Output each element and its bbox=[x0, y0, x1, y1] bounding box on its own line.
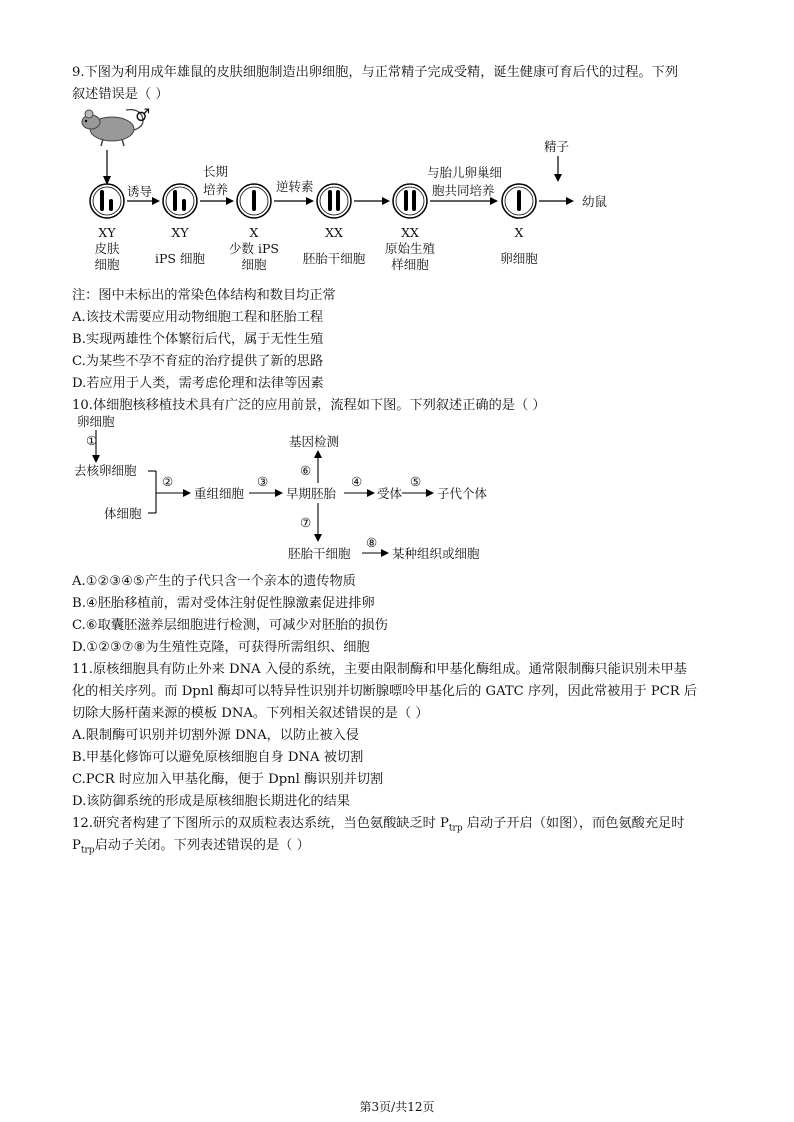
q12-line1-sub: trp bbox=[448, 823, 463, 834]
q10-gene-test: 基因检测 bbox=[289, 434, 340, 449]
cell-skin-name-1: 皮肤 bbox=[94, 241, 120, 256]
q12-line2-b: 启动子关闭。下列表述错误的是（ ） bbox=[94, 838, 310, 853]
q10-step-2: ② bbox=[162, 474, 174, 489]
cell-skin-name-2: 细胞 bbox=[94, 257, 120, 272]
cell-esc-chrom: XX bbox=[325, 225, 343, 240]
q9-stem-line1: 9.下图为利用成年雄鼠的皮肤细胞制造出卵细胞，与正常精子完成受精，诞生健康可育后代的过程。下列 bbox=[72, 65, 679, 80]
q10-step-6: ⑥ bbox=[300, 463, 312, 478]
q11-stem-line3: 切除大肠杆菌来源的模板 DNA。下列相关叙述错误的是（ ） bbox=[72, 706, 429, 721]
q11-option-b: B.甲基化修饰可以避免原核细胞自身 DNA 被切割 bbox=[72, 750, 364, 765]
q9-option-b: B.实现两雄性个体繁衍后代，属于无性生殖 bbox=[72, 332, 324, 347]
arrow-label-coculture-1: 与胎儿卵巢细 bbox=[427, 165, 503, 180]
cell-pgc-name-1: 原始生殖 bbox=[384, 241, 435, 256]
cell-skin-chrom: XY bbox=[98, 225, 116, 240]
q10-early-embryo: 早期胚胎 bbox=[286, 486, 337, 501]
q11-option-a: A.限制酶可识别并切割外源 DNA，以防止被入侵 bbox=[72, 728, 359, 743]
cell-egg-chrom: X bbox=[514, 225, 524, 240]
cell-esc-name: 胚胎干细胞 bbox=[302, 251, 366, 266]
cell-few-ips-name-1: 少数 iPS bbox=[229, 241, 279, 256]
page-number: 第3页/共12页 bbox=[359, 1100, 435, 1114]
male-symbol-icon: ♂ bbox=[135, 106, 151, 126]
cell-few-ips-chrom: X bbox=[249, 225, 259, 240]
q11-stem-line2: 化的相关序列。而 Dpnl 酶却可以特异性识别并切断腺嘌呤甲基化后的 GATC 序列，因此常被用于 PCR 后 bbox=[72, 684, 698, 699]
q9-note: 注：图中未标出的常染色体结构和数目均正常 bbox=[72, 288, 336, 303]
q12-line1-a: 12.研究者构建了下图所示的双质粒表达系统，当色氨酸缺乏时 P bbox=[72, 816, 449, 831]
q10-option-c: C.⑥取囊胚滋养层细胞进行检测，可减少对胚胎的损伤 bbox=[72, 618, 388, 633]
arrow-label-culture-2: 培养 bbox=[203, 182, 229, 197]
q11-stem-line1: 11.原核细胞具有防止外来 DNA 入侵的系统，主要由限制酶和甲基化酶组成。通常限制酶只能识别未甲基 bbox=[72, 662, 687, 677]
q10-tissue: 某种组织或细胞 bbox=[392, 546, 480, 561]
q10-step-7: ⑦ bbox=[300, 515, 312, 530]
q10-esc: 胚胎干细胞 bbox=[288, 546, 351, 561]
q10-recipient: 受体 bbox=[377, 486, 403, 501]
cell-pgc-chrom: XX bbox=[401, 225, 419, 240]
q9-option-a: A.该技术需要应用动物细胞工程和胚胎工程 bbox=[72, 310, 324, 325]
q11-option-d: D.该防御系统的形成是原核细胞长期进化的结果 bbox=[72, 794, 351, 809]
q9-option-d: D.若应用于人类，需考虑伦理和法律等因素 bbox=[72, 376, 324, 391]
arrow-label-culture-1: 长期 bbox=[203, 164, 229, 179]
q10-recombinant-cell: 重组细胞 bbox=[194, 486, 245, 501]
q9-option-c: C.为某些不孕不育症的治疗提供了新的思路 bbox=[72, 354, 324, 369]
q9-stem-line2: 叙述错误是（ ） bbox=[72, 87, 169, 102]
q12-line1-b: 启动子开启（如图），而色氨酸充足时 bbox=[462, 816, 685, 831]
cell-few-ips-name-2: 细胞 bbox=[241, 257, 267, 272]
q12-stem-line1 bbox=[72, 812, 684, 834]
q10-step-5: ⑤ bbox=[410, 474, 422, 489]
q10-step-8: ⑧ bbox=[366, 535, 378, 550]
q12-stem-line2 bbox=[72, 834, 310, 856]
arrow-label-induce: 诱导 bbox=[127, 184, 153, 199]
q10-somatic-cell: 体细胞 bbox=[104, 506, 142, 521]
label-offspring-mouse: 幼鼠 bbox=[582, 194, 608, 209]
q12-line2-a: P bbox=[72, 838, 81, 853]
q10-enucleated-egg: 去核卵细胞 bbox=[74, 463, 137, 478]
arrow-label-coculture-2: 胞共同培养 bbox=[432, 183, 495, 198]
label-sperm: 精子 bbox=[544, 139, 570, 154]
q10-option-b: B.④胚胎移植前，需对受体注射促性腺激素促进排卵 bbox=[72, 596, 375, 611]
q11-option-c: C.PCR 时应加入甲基化酶，便于 Dpnl 酶识别并切割 bbox=[72, 772, 384, 787]
q10-step-1: ① bbox=[86, 433, 98, 448]
q10-option-d: D.①②③⑦⑧为生殖性克隆，可获得所需组织、细胞 bbox=[72, 640, 370, 655]
cell-egg-name: 卵细胞 bbox=[500, 251, 538, 266]
arrow-label-reverse: 逆转素 bbox=[276, 179, 314, 194]
q10-option-a: A.①②③④⑤产生的子代只含一个亲本的遗传物质 bbox=[72, 574, 356, 589]
q12-line2-sub: trp bbox=[80, 845, 95, 856]
cell-ips-chrom: XY bbox=[171, 225, 189, 240]
cell-pgc-name-2: 样细胞 bbox=[391, 257, 429, 272]
q10-step-3: ③ bbox=[257, 474, 269, 489]
q10-egg: 卵细胞 bbox=[77, 414, 115, 429]
q10-step-4: ④ bbox=[351, 474, 363, 489]
cell-ips-name: iPS 细胞 bbox=[155, 251, 205, 266]
q10-offspring: 子代个体 bbox=[437, 486, 488, 501]
q10-stem: 10.体细胞核移植技术具有广泛的应用前景，流程如下图。下列叙述正确的是（ ） bbox=[72, 398, 546, 413]
